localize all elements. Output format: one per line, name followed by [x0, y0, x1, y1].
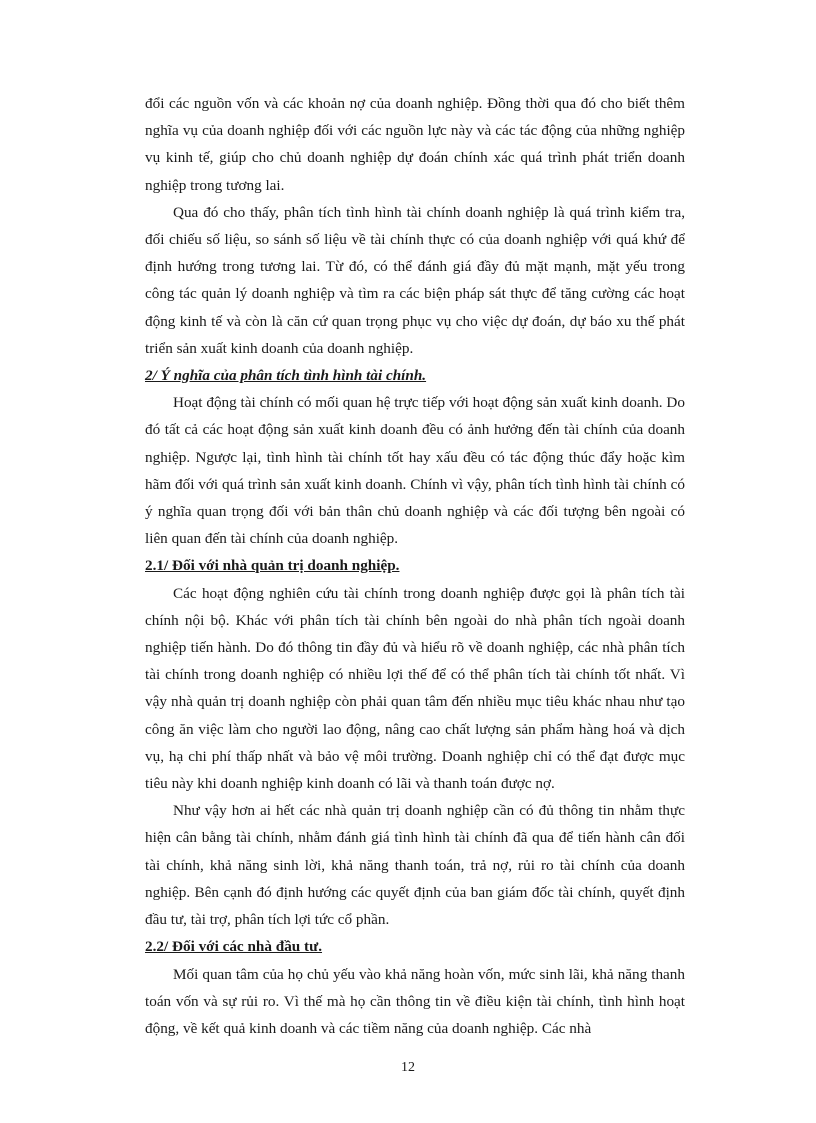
- page-number: 12: [401, 1060, 415, 1075]
- subsection-heading-managers: 2.1/ Đối với nhà quản trị doanh nghiệp.: [145, 557, 400, 575]
- paragraph-analysis-summary: Qua đó cho thấy, phân tích tình hình tài chính doanh nghiệp là quá trình kiểm tra, đối chiếu số liệu, so sánh số liệu về tài chính thực có của doanh nghiệp với quá khứ để định hướng trong tương lai. Từ đó, có thể đánh giá đầy đủ mặt mạnh, mặt yếu trong công tác quản lý doanh nghiệp và tìm ra các biện pháp sát thực để tăng cường các hoạt động kinh tế và còn là căn cứ quan trọng phục vụ cho việc dự đoán, dự báo xu thế phát triển sản xuất kinh doanh của doanh nghiệp.: [145, 203, 685, 357]
- paragraph-manager-information: Như vậy hơn ai hết các nhà quản trị doanh nghiệp cần có đủ thông tin nhằm thực hiện cân bằng tài chính, nhằm đánh giá tình hình tài chính đã qua để tiến hành cân đối tài chính, khả năng sinh lời, khả năng thanh toán, trả nợ, rủi ro tài chính của doanh nghiệp. Bên cạnh đó định hướng các quyết định của ban giám đốc tài chính, quyết định đầu tư, tài trợ, phân tích lợi tức cổ phần.: [145, 802, 685, 929]
- section-heading-significance: 2/ Ý nghĩa của phân tích tình hình tài chính.: [145, 367, 427, 385]
- paragraph-internal-analysis: Các hoạt động nghiên cứu tài chính trong doanh nghiệp được gọi là phân tích tài chính nội bộ. Khác với phân tích tài chính bên ngoài do nhà phân tích ngoài doanh nghiệp tiến hành. Do đó thông tin đầy đủ và hiểu rõ về doanh nghiệp, các nhà phân tích tài chính trong doanh nghiệp có nhiều lợi thế để có thể phân tích tài chính tốt nhất. Vì vậy nhà quản trị doanh nghiệp còn phải quan tâm đến nhiều mục tiêu khác nhau như tạo công ăn việc làm cho người lao động, nâng cao chất lượng sản phẩm hàng hoá và dịch vụ, hạ chi phí thấp nhất và bảo vệ môi trường. Doanh nghiệp chỉ có thể đạt được mục tiêu này khi doanh nghiệp kinh doanh có lãi và thanh toán được nợ.: [145, 584, 685, 793]
- paragraph-continuation: đổi các nguồn vốn và các khoản nợ của doanh nghiệp. Đồng thời qua đó cho biết thêm nghĩa vụ của doanh nghiệp đối với các nguồn lực này và các tác động của những nghiệp vụ kinh tế, giúp cho chủ doanh nghiệp dự đoán chính xác quá trình phát triển doanh nghiệp trong tương lai.: [145, 95, 685, 194]
- paragraph-financial-activity: Hoạt động tài chính có mối quan hệ trực tiếp với hoạt động sản xuất kinh doanh. Do đó tất cả các hoạt động sản xuất kinh doanh đều có ảnh hưởng đến tài chính của doanh nghiệp. Ngược lại, tình hình tài chính tốt hay xấu đều có tác động thúc đẩy hoặc kìm hãm đối với quá trình sản xuất kinh doanh. Chính vì vậy, phân tích tình hình tài chính có ý nghĩa quan trọng đối với bản thân chủ doanh nghiệp và các đối tượng bên ngoài có liên quan đến tài chính của doanh nghiệp.: [145, 394, 685, 548]
- document-page: [145, 90, 685, 1042]
- paragraph-investor-concerns: Mối quan tâm của họ chủ yếu vào khả năng hoàn vốn, mức sinh lãi, khả năng thanh toán vốn và sự rủi ro. Vì thế mà họ cần thông tin về điều kiện tài chính, tình hình hoạt động, về kết quả kinh doanh và các tiềm năng của doanh nghiệp. Các nhà: [145, 965, 685, 1037]
- subsection-heading-investors: 2.2/ Đối với các nhà đầu tư.: [145, 938, 323, 956]
